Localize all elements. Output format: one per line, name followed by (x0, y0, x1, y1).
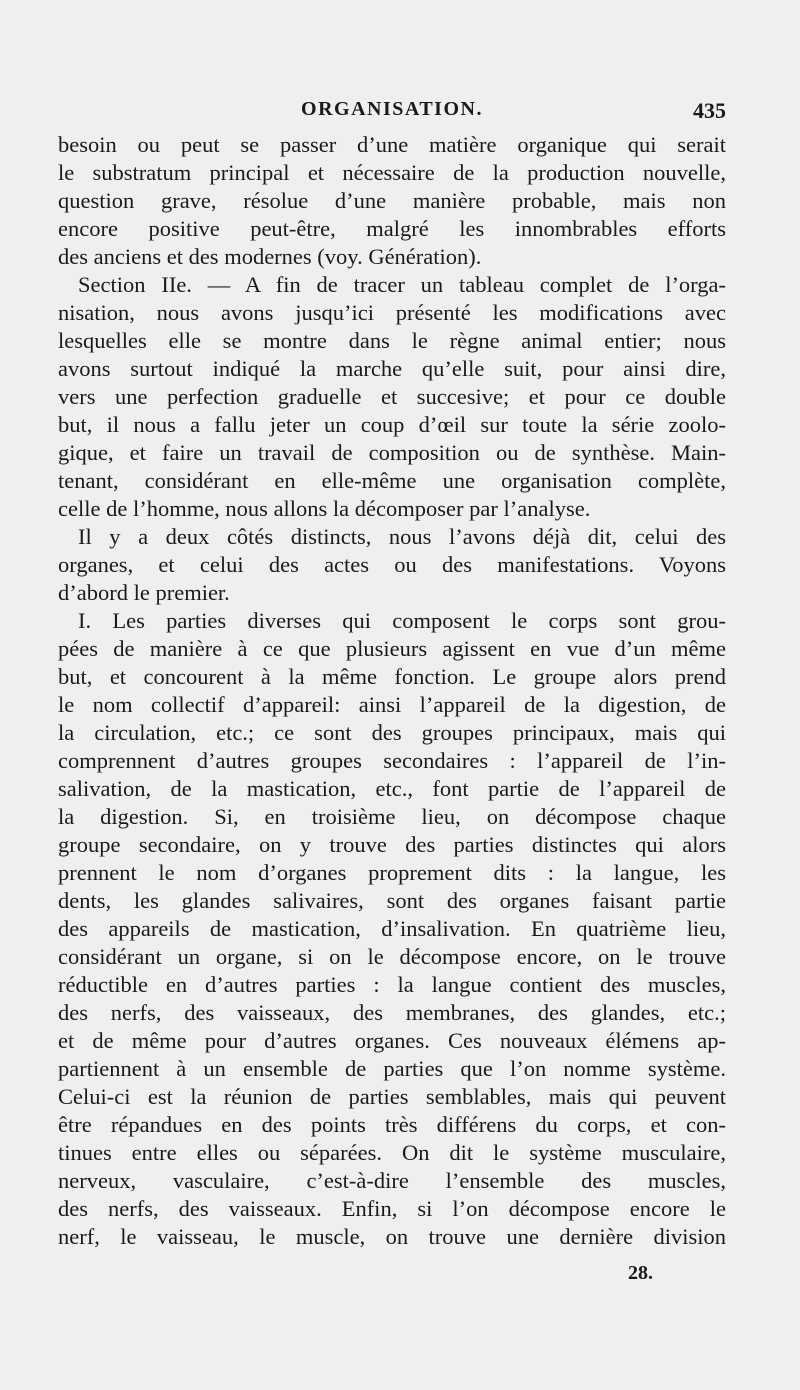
text-line: pées de manière à ce que plusieurs agissent en vue d’un même (58, 636, 726, 661)
text-line: question grave, résolue d’une manière probable, mais non (58, 188, 726, 213)
text-line: I. Les parties diverses qui composent le corps sont grou- (78, 608, 726, 633)
text-line: groupe secondaire, on y trouve des parties distinctes qui alors (58, 832, 726, 857)
text-line: Section IIe. — A fin de tracer un tableau complet de l’orga- (78, 272, 726, 297)
text-line: le substratum principal et nécessaire de la production nouvelle, (58, 160, 726, 185)
page-header (58, 98, 726, 130)
text-line: but, et concourent à la même fonction. Le groupe alors prend (58, 664, 726, 689)
text-line: Il y a deux côtés distincts, nous l’avons déjà dit, celui des (78, 524, 726, 549)
text-line: organes, et celui des actes ou des manifestations. Voyons (58, 552, 726, 577)
text-line: d’abord le premier. (58, 580, 230, 605)
text-line: encore positive peut-être, malgré les innombrables efforts (58, 216, 726, 241)
text-line: partiennent à un ensemble de parties que l’on nomme système. (58, 1056, 726, 1081)
text-line: salivation, de la mastication, etc., font partie de l’appareil de (58, 776, 726, 801)
text-line: tenant, considérant en elle-même une organisation complète, (58, 468, 726, 493)
text-line: être répandues en des points très différens du corps, et con- (58, 1112, 726, 1137)
text-line: gique, et faire un travail de composition ou de synthèse. Main- (58, 440, 726, 465)
text-line: but, il nous a fallu jeter un coup d’œil sur toute la série zoolo- (58, 412, 726, 437)
text-line: besoin ou peut se passer d’une matière organique qui serait (58, 132, 726, 157)
text-line: lesquelles elle se montre dans le règne animal entier; nous (58, 328, 726, 353)
text-line: dents, les glandes salivaires, sont des organes faisant partie (58, 888, 726, 913)
text-line: nerveux, vasculaire, c’est-à-dire l’ensemble des muscles, (58, 1168, 726, 1193)
text-line: des nerfs, des vaisseaux, des membranes, des glandes, etc.; (58, 1000, 726, 1025)
text-line: et de même pour d’autres organes. Ces nouveaux élémens ap- (58, 1028, 726, 1053)
text-line: vers une perfection graduelle et succesive; et pour ce double (58, 384, 726, 409)
text-line: des appareils de mastication, d’insalivation. En quatrième lieu, (58, 916, 726, 941)
text-line: avons surtout indiqué la marche qu’elle suit, pour ainsi dire, (58, 356, 726, 381)
text-line: Celui-ci est la réunion de parties semblables, mais qui peuvent (58, 1084, 726, 1109)
text-line: nisation, nous avons jusqu’ici présenté les modifications avec (58, 300, 726, 325)
text-line: comprennent d’autres groupes secondaires : l’appareil de l’in- (58, 748, 726, 773)
text-line: prennent le nom d’organes proprement dits : la langue, les (58, 860, 726, 885)
text-line: celle de l’homme, nous allons la décomposer par l’analyse. (58, 496, 591, 521)
text-line: la circulation, etc.; ce sont des groupes principaux, mais qui (58, 720, 726, 745)
text-line: réductible en d’autres parties : la langue contient des muscles, (58, 972, 726, 997)
text-line: le nom collectif d’appareil: ainsi l’appareil de la digestion, de (58, 692, 726, 717)
text-line: nerf, le vaisseau, le muscle, on trouve une dernière division (58, 1224, 726, 1249)
text-line: des anciens et des modernes (voy. Génération). (58, 244, 482, 269)
text-line: considérant un organe, si on le décompose encore, on le trouve (58, 944, 726, 969)
running-title: ORGANISATION. (301, 98, 483, 120)
body-text (58, 131, 726, 1251)
text-line: tinues entre elles ou séparées. On dit le système musculaire, (58, 1140, 726, 1165)
signature-mark: 28. (628, 1262, 653, 1284)
text-line: la digestion. Si, en troisième lieu, on décompose chaque (58, 804, 726, 829)
page-number: 435 (693, 98, 726, 123)
text-line: des nerfs, des vaisseaux. Enfin, si l’on décompose encore le (58, 1196, 726, 1221)
